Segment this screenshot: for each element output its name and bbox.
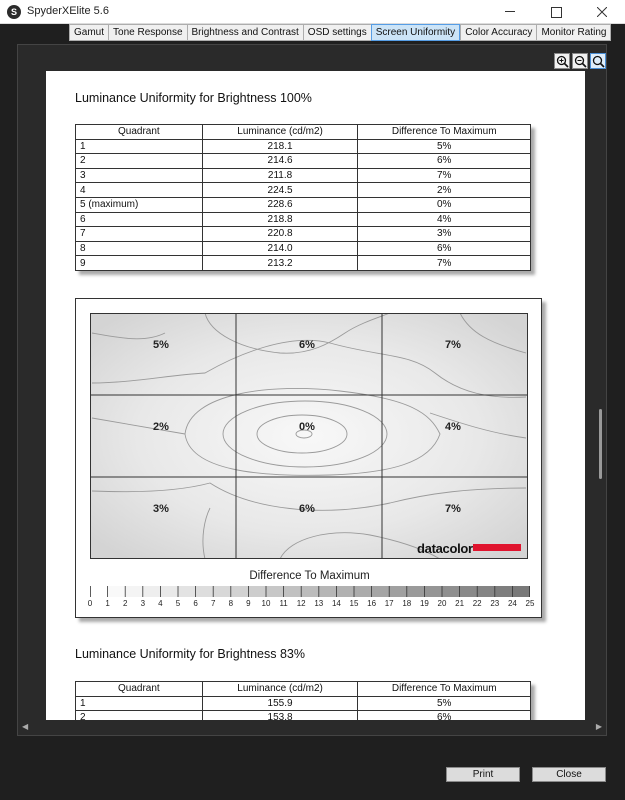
scale-segment (495, 586, 513, 597)
cell-quadrant: 7 (76, 227, 203, 242)
cell-difference: 4% (358, 212, 531, 227)
column-header-luminance: Luminance (cd/m2) (202, 125, 358, 140)
scale-tick-label: 10 (261, 599, 271, 608)
scale-segment (512, 586, 530, 597)
scale-segment (460, 586, 478, 597)
heatmap-cell-5: 0% (299, 421, 315, 433)
cell-luminance: 220.8 (202, 227, 358, 242)
scale-segment (213, 586, 231, 597)
scale-tick-label: 4 (158, 599, 163, 608)
scale-tick-label: 1 (105, 599, 110, 608)
scale-tick-label: 25 (525, 599, 535, 608)
table-row (76, 256, 531, 271)
scale-segment (301, 586, 319, 597)
scale-segment (90, 586, 108, 597)
tab-monitor-rating[interactable]: Monitor Rating (536, 24, 611, 41)
section-title-brightness-100: Luminance Uniformity for Brightness 100% (75, 91, 312, 105)
scale-segment (108, 586, 126, 597)
cell-luminance: 218.8 (202, 212, 358, 227)
scale-tick-label: 9 (246, 599, 251, 608)
tab-brightness-and-contrast[interactable]: Brightness and Contrast (187, 24, 303, 41)
cell-luminance: 153.8 (202, 711, 358, 720)
column-header-difference: Difference To Maximum (358, 125, 531, 140)
title-bar (0, 0, 625, 24)
cell-luminance: 211.8 (202, 168, 358, 183)
scale-tick-label: 0 (87, 599, 93, 608)
scale-segment (389, 586, 407, 597)
cell-difference: 7% (358, 168, 531, 183)
scale-tick-label: 7 (210, 599, 216, 608)
scale-segment (266, 586, 284, 597)
uniformity-table-100 (75, 124, 531, 271)
scale-tick-label: 5 (175, 599, 181, 608)
cell-luminance: 214.0 (202, 241, 358, 256)
table-row (76, 139, 531, 154)
table-row (76, 212, 531, 227)
uniformity-table-83 (75, 681, 531, 720)
heatmap-cell-6: 4% (445, 421, 461, 433)
heatmap-cell-2: 6% (299, 339, 315, 351)
tab-gamut[interactable]: Gamut (69, 24, 108, 41)
scale-segment (248, 586, 266, 597)
datacolor-logo-bar (473, 544, 521, 551)
table-row (76, 197, 531, 212)
scale-tick-label: 18 (402, 599, 412, 608)
scale-segment (160, 586, 178, 597)
column-header-quadrant: Quadrant (76, 682, 203, 697)
table-row (76, 227, 531, 242)
scroll-right-icon[interactable]: ▶ (595, 722, 602, 731)
table-row (76, 696, 531, 711)
zoom-fit-icon[interactable] (590, 53, 606, 69)
cell-quadrant: 1 (76, 139, 203, 154)
scale-tick-label: 21 (455, 599, 465, 608)
cell-quadrant: 2 (76, 154, 203, 169)
table-row (76, 711, 531, 720)
tab-color-accuracy[interactable]: Color Accuracy (460, 24, 536, 41)
scale-tick-label: 23 (490, 599, 500, 608)
scale-tick-label: 13 (314, 599, 324, 608)
scale-segment (442, 586, 460, 597)
scale-tick-label: 17 (384, 599, 394, 608)
column-header-luminance: Luminance (cd/m2) (202, 682, 358, 697)
scale-segment (477, 586, 495, 597)
section-title-brightness-83: Luminance Uniformity for Brightness 83% (75, 647, 305, 661)
window-title: SpyderXElite 5.6 (27, 5, 109, 17)
table-row (76, 241, 531, 256)
scale-segment (336, 586, 354, 597)
cell-luminance: 213.2 (202, 256, 358, 271)
scale-segment (231, 586, 249, 597)
close-button[interactable]: Close (532, 767, 606, 782)
cell-difference: 2% (358, 183, 531, 198)
tab-screen-uniformity[interactable]: Screen Uniformity (371, 24, 460, 41)
scale-tick-label: 14 (331, 599, 341, 608)
scale-segment (319, 586, 337, 597)
cell-difference: 5% (358, 139, 531, 154)
report-page (46, 71, 585, 720)
scale-tick-label: 3 (140, 599, 146, 608)
cell-luminance: 155.9 (202, 696, 358, 711)
uniformity-heatmap (75, 298, 542, 618)
cell-difference: 7% (358, 256, 531, 271)
cell-quadrant: 1 (76, 696, 203, 711)
heatmap-cell-3: 7% (445, 339, 461, 351)
tab-tone-response[interactable]: Tone Response (108, 24, 187, 41)
scale-tick-label: 8 (228, 599, 234, 608)
heatmap-cell-8: 6% (299, 503, 315, 515)
tab-osd-settings[interactable]: OSD settings (303, 24, 371, 41)
print-button[interactable]: Print (446, 767, 520, 782)
cell-quadrant: 9 (76, 256, 203, 271)
cell-difference: 5% (358, 696, 531, 711)
zoom-in-icon[interactable] (554, 53, 570, 69)
scale-segment (196, 586, 214, 597)
tab-bar (69, 24, 611, 41)
maximize-icon[interactable] (533, 0, 579, 24)
table-row (76, 183, 531, 198)
scale-segment (284, 586, 302, 597)
scale-tick-label: 24 (507, 599, 517, 608)
cell-luminance: 224.5 (202, 183, 358, 198)
cell-quadrant: 6 (76, 212, 203, 227)
heatmap-cell-9: 7% (445, 503, 461, 515)
cell-difference: 6% (358, 154, 531, 169)
app-logo-icon: S (7, 5, 21, 19)
heatmap-cell-4: 2% (153, 421, 169, 433)
cell-quadrant: 4 (76, 183, 203, 198)
scale-segment (354, 586, 372, 597)
heatmap-cell-7: 3% (153, 503, 169, 515)
vertical-scroll-thumb[interactable] (599, 409, 602, 479)
cell-luminance: 214.6 (202, 154, 358, 169)
heatmap-cell-1: 5% (153, 339, 169, 351)
cell-difference: 0% (358, 197, 531, 212)
vertical-scrollbar[interactable] (596, 71, 605, 720)
minimize-icon[interactable] (487, 0, 533, 24)
scale-tick-label: 20 (437, 599, 447, 608)
scale-segment (125, 586, 143, 597)
scroll-left-icon[interactable]: ◀ (22, 722, 29, 731)
scale-segment (143, 586, 161, 597)
cell-luminance: 218.1 (202, 139, 358, 154)
cell-difference: 6% (358, 711, 531, 720)
horizontal-scrollbar[interactable] (19, 720, 605, 732)
scale-tick-labels (87, 599, 535, 611)
scale-segment (372, 586, 390, 597)
scale-title: Difference To Maximum (249, 570, 370, 582)
difference-scale-bar (90, 586, 530, 598)
scale-tick-label: 2 (122, 599, 128, 608)
cell-difference: 6% (358, 241, 531, 256)
cell-quadrant: 5 (maximum) (76, 197, 203, 212)
scale-segment (424, 586, 442, 597)
column-header-quadrant: Quadrant (76, 125, 203, 140)
cell-difference: 3% (358, 227, 531, 242)
scale-tick-label: 16 (367, 599, 377, 608)
scale-segment (407, 586, 425, 597)
scale-tick-label: 12 (296, 599, 306, 608)
scale-tick-label: 11 (279, 599, 288, 608)
scale-segment (178, 586, 196, 597)
scale-tick-label: 15 (349, 599, 359, 608)
datacolor-logo: datacolor (417, 541, 473, 556)
cell-luminance: 228.6 (202, 197, 358, 212)
cell-quadrant: 8 (76, 241, 203, 256)
cell-quadrant: 2 (76, 711, 203, 720)
zoom-out-icon[interactable] (572, 53, 588, 69)
table-row (76, 168, 531, 183)
scale-tick-label: 6 (193, 599, 198, 608)
close-icon[interactable] (579, 0, 625, 24)
table-row (76, 154, 531, 169)
cell-quadrant: 3 (76, 168, 203, 183)
scale-tick-label: 22 (472, 599, 482, 608)
column-header-difference: Difference To Maximum (358, 682, 531, 697)
scale-tick-label: 19 (419, 599, 429, 608)
